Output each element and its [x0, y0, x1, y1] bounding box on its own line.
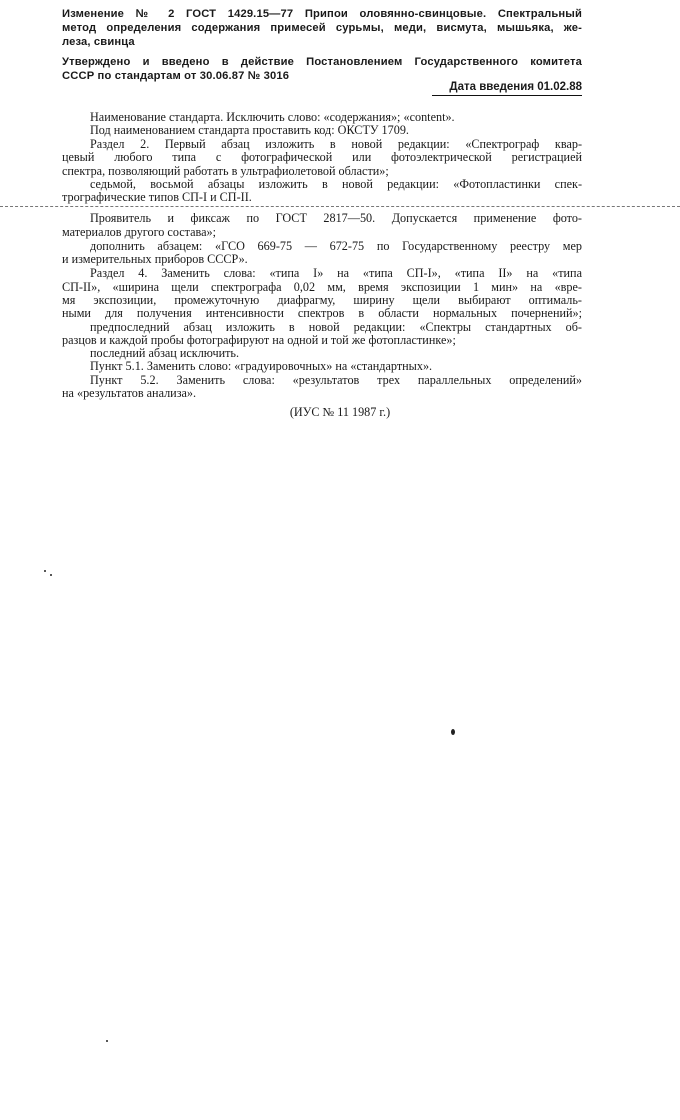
body-line: Проявитель и фиксаж по ГОСТ 2817—50. Допускается применение фото-	[90, 211, 582, 225]
body-line: мя экспозиции, промежуточную диафрагму, ширину щели выбирают оптималь-	[62, 293, 582, 307]
scan-speck	[44, 570, 46, 572]
body-line: Пункт 5.1. Заменить слово: «градуировочных» на «стандартных».	[90, 359, 433, 373]
title-line: Изменение № 2 ГОСТ 1429.15—77 Припои оловянно-свинцовые. Спектральный	[62, 8, 582, 20]
body-line: материалов другого состава»;	[62, 225, 217, 239]
body-line: трографические типов СП-I и СП-II.	[62, 190, 252, 204]
body-line: разцов и каждой пробы фотографируют на одной и той же фотопластинке»;	[62, 333, 456, 347]
effective-date: Дата введения 01.02.88	[432, 81, 582, 96]
body-line: седьмой, восьмой абзацы изложить в новой редакции: «Фотопластинки спек-	[90, 177, 582, 191]
title-line: леза, свинца	[62, 36, 135, 48]
scan-speck	[50, 574, 52, 576]
scan-speck	[451, 729, 455, 735]
body-line: Пункт 5.2. Заменить слова: «результатов трех параллельных определений»	[90, 373, 582, 387]
body-line: спектра, позволяющий работать в ультрафиолетовой области»;	[62, 164, 389, 178]
body-line: последний абзац исключить.	[90, 346, 240, 360]
source-reference: (ИУС № 11 1987 г.)	[289, 405, 391, 419]
body-line: Под наименованием стандарта проставить код: ОКСТУ 1709.	[90, 123, 409, 137]
title-line: метод определения содержания примесей сурьмы, меди, висмута, мышьяка, же-	[62, 22, 582, 34]
body-line: цевый любого типа с фотографической или фотоэлектрической регистрацией	[62, 150, 582, 164]
body-line: на «результатов анализа».	[62, 386, 197, 400]
approval-line: Утверждено и введено в действие Постановлением Государственного комитета	[62, 56, 582, 68]
body-line: СП-II», «ширина щели спектрографа 0,02 мм, время экспозиции 1 мин» на «вре-	[62, 280, 582, 294]
scan-artifact-line	[0, 206, 680, 207]
body-line: Наименование стандарта. Исключить слово: «содержания»; «content».	[90, 110, 455, 124]
body-line: и измерительных приборов СССР».	[62, 252, 248, 266]
body-line: Раздел 2. Первый абзац изложить в новой редакции: «Спектрограф квар-	[90, 137, 582, 151]
scan-speck	[106, 1040, 108, 1042]
body-line: Раздел 4. Заменить слова: «типа I» на «типа СП-I», «типа II» на «типа	[90, 266, 582, 280]
body-line: дополнить абзацем: «ГСО 669-75 — 672-75 по Государственному реестру мер	[90, 239, 582, 253]
body-line: ными для получения интенсивности спектров в области нормальных почернений»;	[62, 306, 582, 320]
approval-line: СССР по стандартам от 30.06.87 № 3016	[62, 70, 290, 82]
body-line: предпоследний абзац изложить в новой редакции: «Спектры стандартных об-	[90, 320, 582, 334]
